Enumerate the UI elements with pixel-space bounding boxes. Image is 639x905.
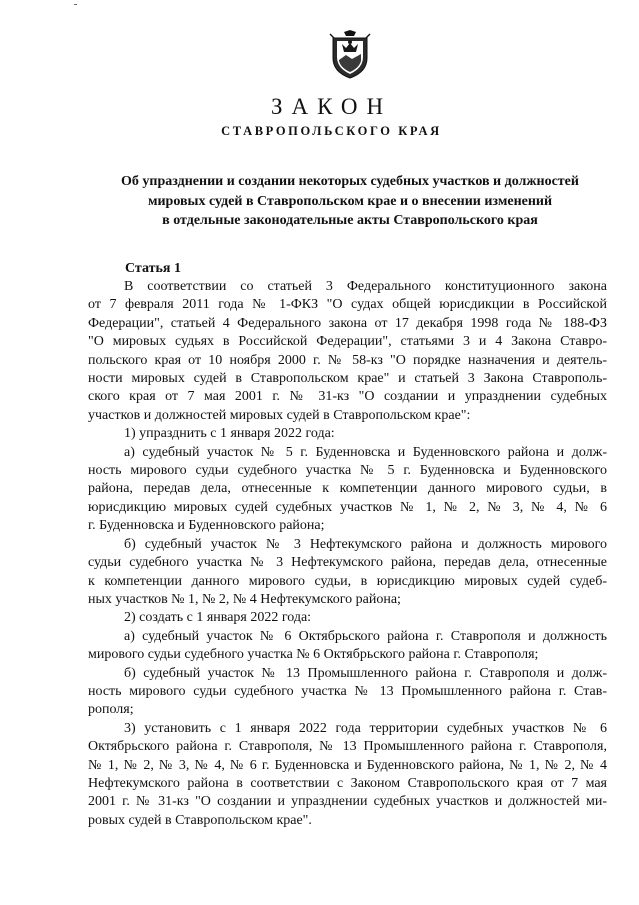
text-line: "О мировых судьях в Российской Федерации", статьями 3 и 4 Закона Ставро- [88,334,607,350]
scan-mark [74,4,77,5]
text-line: юрисдикцию мировых судей судебных участков № 1, № 2, № 3, № 4, № 6 [88,499,607,515]
text-line: б) судебный участок № 3 Нефтекумского района и должность мирового [124,536,607,552]
text-line: мирового судьи судебного участка № 6 Октябрьского района г. Ставрополя; [88,647,539,663]
text-line: 1) упразднить с 1 января 2022 года: [124,426,335,442]
text-line: ского края от 7 мая 2001 г. № 31-кз "О создании и упразднении судебных [88,389,607,405]
text-line: Нефтекумского района в соответствии с Законом Ставропольского края от 7 мая [88,775,607,791]
text-line: рополя; [88,702,134,718]
coat-of-arms-icon [328,30,372,80]
text-line: ность мирового судьи судебного участка № 13 Промышленного района г. Став- [88,683,607,699]
document-heading [94,172,606,231]
text-line: 2001 г. № 31-кз "О создании и упразднении судебных участков и должностей ми- [88,794,607,810]
text-line: а) судебный участок № 5 г. Буденновска и Буденновского района и долж- [124,444,607,460]
text-line: б) судебный участок № 13 Промышленного района г. Ставрополя и долж- [124,665,607,681]
text-line: судьи судебного участка № 3 Нефтекумского района, передав дела, отнесенные [88,555,607,571]
heading-line: мировых судей в Ставропольском крае и о внесении изменений [147,193,553,209]
text-line: Октябрьского района г. Ставрополя, № 13 Промышленного района г. Ставрополя, [88,739,607,755]
text-line: ности мировых судей в Ставропольском крае" и статьей 3 Закона Ставрополь- [88,371,607,387]
article-title: Статья 1 [125,261,181,276]
law-title: ЗАКОН [270,94,393,119]
heading-line: Об упразднении и создании некоторых судебных участков и должностей [121,174,579,189]
text-line: ных участков № 1, № 2, № 4 Нефтекумского района; [88,591,401,607]
text-line: ровых судей в Ставропольском крае". [88,812,312,828]
text-line: Федерации", статьей 4 Федерального закона от 17 декабря 1998 года № 188-ФЗ [88,315,607,331]
text-line: ность мирового судьи судебного участка № 5 г. Буденновска и Буденновского [88,463,607,479]
text-line: участков и должностей мировых судей в Ставропольском крае": [88,407,471,423]
text-line: № 1, № 2, № 3, № 4, № 6 г. Буденновска и Буденновского района, № 1, № 2, № 4 [88,757,607,773]
text-line: 2) создать с 1 января 2022 года: [124,610,312,626]
heading-line: в отдельные законодательные акты Ставропольского края [162,213,538,228]
article-body [88,278,607,830]
text-line: района, передав дела, отнесенные к компетенции данного мирового судьи, в [88,481,607,497]
text-line: 3) установить с 1 января 2022 года территории судебных участков № 6 [124,720,607,736]
text-line: польского края от 10 ноября 2000 г. № 58-кз "О порядке назначения и деятель- [88,352,607,368]
text-line: к компетенции данного мирового судьи, в юрисдикцию мировых судей судеб- [88,573,607,589]
text-line: г. Буденновска и Буденновского района; [88,518,325,534]
law-subtitle: СТАВРОПОЛЬСКОГО КРАЯ [221,124,442,138]
text-line: от 7 февраля 2011 года № 1-ФКЗ "О судах общей юрисдикции в Российской [88,297,607,313]
text-line: В соответствии со статьей 3 Федерального конституционного закона [124,279,607,294]
text-line: а) судебный участок № 6 Октябрьского района г. Ставрополя и должность [124,628,607,644]
